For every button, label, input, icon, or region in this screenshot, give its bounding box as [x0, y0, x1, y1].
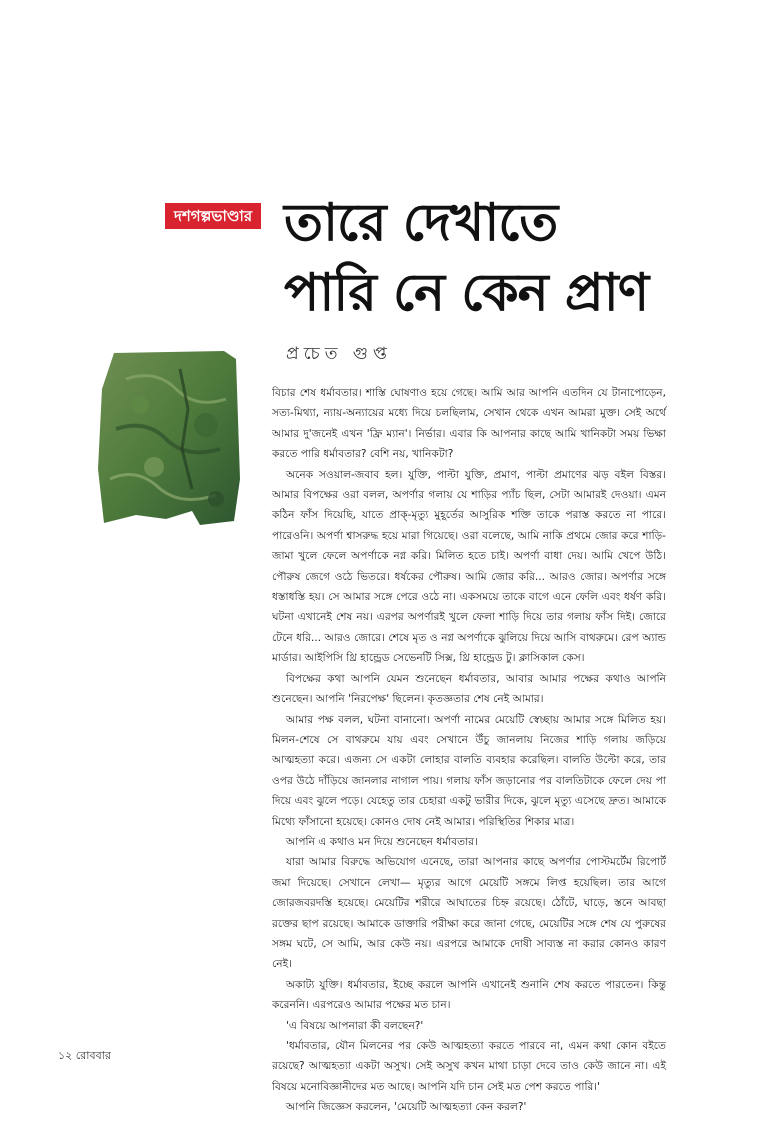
story-illustration — [96, 349, 242, 527]
headline-line-2: পারি নে কেন প্রাণ — [284, 263, 649, 323]
article-body — [272, 383, 666, 1118]
author-byline: প্রচেত গুপ্ত — [286, 344, 392, 364]
article-paragraph: যারা আমার বিরুদ্ধে অভিযোগ এনেছে, তারা আপনার কাছে অপর্ণার পোস্টমর্টেম রিপোর্ট জমা দিয়েছে। সেখানে লেখা— মৃত্যুর আগে মেয়েটি সঙ্গমে লিপ্ত হয়েছিল। তার আগে জোরজবরদস্তি হয়েছে। মেয়েটির শরীরে আঘাতের চিহ্ন রয়েছে। ঠোঁটে, ঘাড়ে, স্তনে আবছা রক্তের ছাপ রয়েছে। আমাকে ডাক্তারি পরীক্ষা করে জানা গেছে, মেয়েটির সঙ্গে শেষ যে পুরুষের সঙ্গম ঘটে, সে আমি, আর কেউ নয়। এরপরে আমাকে দোষী সাব্যস্ত না করার কোনও কারণ নেই। — [272, 856, 666, 971]
article-paragraph: আমার পক্ষ বলল, ঘটনা বানানো। অপর্ণা নামের মেয়েটি স্বেচ্ছায় আমার সঙ্গে মিলিত হয়। মিলন-শেষে সে বাথরুমে যায় এবং সেখানে উঁচু জানলায় নিজের শাড়ি গলায় জড়িয়ে আত্মহত্যা করে। এজন্য সে একটা লোহার বালতি ব্যবহার করেছিল। বালতি উল্টো করে, তার ওপর উঠে দাঁড়িয়ে জানলার নাগাল পায়। গলায় ফাঁস জড়ানোর পর বালতিটাকে ফেলে দেয় পা দিয়ে এবং ঝুলে পড়ে। যেহেতু তার চেহারা একটু ভারীর দিকে, ঝুলে মৃত্যু এসেছে দ্রুত। আমাকে মিথ্যে ফাঁসানো হয়েছে। কোনও দোষ নেই আমার। পরিস্থিতির শিকার মাত্র। — [272, 713, 666, 828]
story-headline — [284, 188, 648, 328]
article-paragraph: বিচার শেষ ধর্মাবতার। শাস্তি ঘোষণাও হয়ে গেছে। আমি আর আপনি এতদিন যে টানাপোড়েন, সত্য-মিথ্যা, ন্যায়-অন্যায়ের মধ্যে দিয়ে চলছিলাম, সেখান থেকে এখন আমরা মুক্ত। সেই অর্থে আমার দু'জনেই এখন 'ফ্রি ম্যান'। নির্ভার। এবার কি আপনার কাছে আমি খানিকটা সময় ভিক্ষা করতে পারি ধর্মাবতার? বেশি নয়, খানিকটা? — [272, 387, 666, 461]
page-footer: ১২ রোববার — [58, 1049, 111, 1062]
article-paragraph: অনেক সওয়াল-জবাব হল। যুক্তি, পাল্টা যুক্তি, প্রমাণ, পাল্টা প্রমাণের ঝড় বইল বিস্তর। আমার বিপক্ষের ওরা বলল, অপর্ণার গলায় যে শাড়ির প্যাঁচ ছিল, সেটা আমারই দেওয়া। এমন কঠিন ফাঁস দিয়েছি, যাতে প্রাক্‌-মৃত্যু মুহূর্তের আসুরিক শক্তি তাকে পরাস্ত করতে না পারে। পারেওনি। অপর্ণা শ্বাসরুদ্ধ হয়ে মারা গিয়েছে। ওরা বলেছে, আমি নাকি প্রথমে জোর করে শাড়ি-জামা খুলে ফেলে অপর্ণাকে নগ্ন করি। মিলিত হতে চাই। অপর্ণা বাধা দেয়। আমি খেপে উঠি। পৌরুষ জেগে ওঠে ভিতরে। ধর্ষকের পৌরুষ। আমি জোর করি... আরও জোর। অপর্ণার সঙ্গে ধস্তাধস্তি হয়। সে আমার সঙ্গে পেরে ওঠে না। একসময়ে তাকে বাগে এনে ফেলি এবং ধর্ষণ করি। ঘটনা এখানেই শেষ নয়। এরপর অপর্ণারই খুলে ফেলা শাড়ি দিয়ে তার গলায় ফাঁস দিই। জোরে টেনে ধরি... আরও জোরে। শেষে মৃত ও নগ্ন অপর্ণাকে ঝুলিয়ে দিয়ে আসি বাথরুমে। রেপ অ্যান্ড মার্ডার। আইপিসি থ্রি হান্ড্রেড সেভেনটি সিক্স, থ্রি হান্ড্রেড টু। ক্লাসিকাল কেস। — [272, 468, 666, 665]
article-paragraph: 'ধর্মাবতার, যৌন মিলনের পর কেউ আত্মহত্যা করতে পারবে না, এমন কথা কোন বইতে রয়েছে? আত্মহত্যা একটা অসুখ। সেই অসুখ কখন মাথা চাড়া দেবে তাও কেউ জানে না। এই বিষয়ে মনোবিজ্ঞানীদের মত আছে। আপনি যদি চান সেই মত পেশ করতে পারি।' — [272, 1040, 666, 1093]
article-paragraph: অকাট্য যুক্তি। ধর্মাবতার, ইচ্ছে করলে আপনি এখানেই শুনানি শেষ করতে পারতেন। কিন্তু করেননি। এরপরেও আমার পক্ষের মত চান। — [272, 978, 666, 1012]
article-paragraph: 'এ বিষয়ে আপনারা কী বলছেন?' — [286, 1019, 424, 1032]
section-tag: দশগল্পভাণ্ডার — [165, 203, 261, 229]
article-paragraph: আপনি এ কথাও মন দিয়ে শুনেছেন ধর্মাবতার। — [286, 835, 478, 848]
article-paragraph: আপনি জিজ্ঞেস করলেন, 'মেয়েটি আত্মহত্যা কেন করল?' — [286, 1101, 527, 1114]
headline-line-1: তারে দেখাতে — [284, 193, 558, 253]
article-paragraph: বিপক্ষের কথা আপনি যেমন শুনেছেন ধর্মাবতার, আবার আমার পক্ষের কথাও আপনি শুনেছেন। আপনি 'নিরপেক্ষ' ছিলেন। কৃতজ্ঞতার শেষ নেই আমার। — [272, 672, 666, 706]
